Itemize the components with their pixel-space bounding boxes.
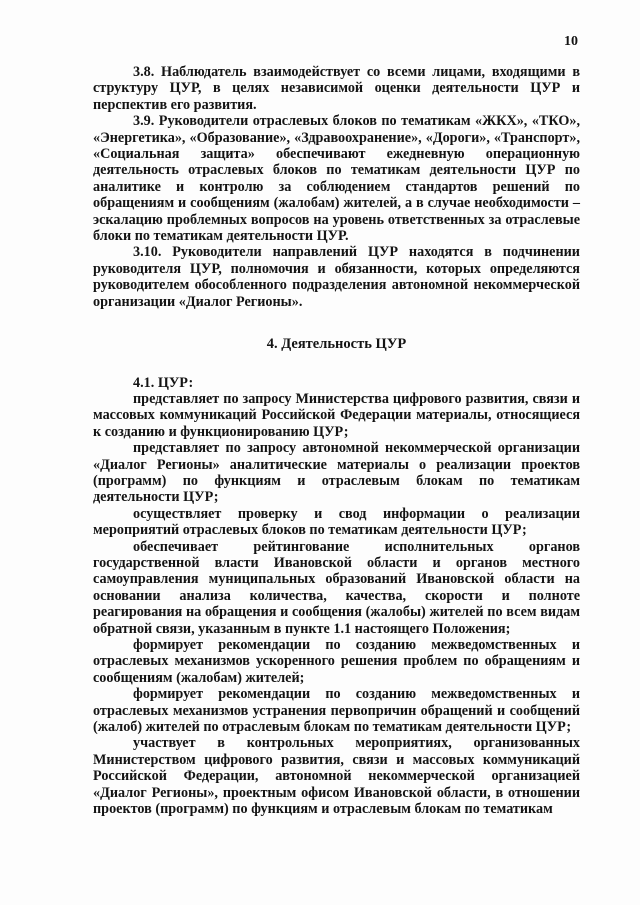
section-title: 4. Деятельность ЦУР xyxy=(266,336,407,353)
list-item: формирует рекомендации по созданию межведомственных и отраслевых механизмов ускоренного решения проблем по обращениям и сообщениям (жалобам) жителей; xyxy=(93,637,580,686)
paragraph-3-10: 3.10. Руководители направлений ЦУР находятся в подчинении руководителя ЦУР, полномочия и обязанности, которых определяются руководителем обособленного подразделения автономной некоммерческой организации «Диалог Регионы». xyxy=(93,244,580,310)
list-item: представляет по запросу автономной некоммерческой организации «Диалог Регионы» аналитические материалы о реализации проектов (программ) по функциям и отраслевым блокам по тематикам деятельности ЦУР; xyxy=(93,440,580,506)
list-item: осуществляет проверку и свод информации о реализации мероприятий отраслевых блоков по тематикам деятельности ЦУР; xyxy=(93,505,580,539)
paragraph-3-8: 3.8. Наблюдатель взаимодействует со всеми лицами, входящими в структуру ЦУР, в целях независимой оценки деятельности ЦУР и перспектив его развития. xyxy=(93,64,580,113)
list-item: представляет по запросу Министерства цифрового развития, связи и массовых коммуникаций Российской Федерации материалы, относящиеся к созданию и функционированию ЦУР; xyxy=(93,390,580,440)
page-number: 10 xyxy=(564,34,578,49)
list-item: обеспечивает рейтингование исполнительных органов государственной власти Ивановской области и органов местного самоуправления муниципальных образований Ивановской области на основании анализа количества, качества, скорости и полноте реагирования на обращения и сообщения (жалобы) жителей по всем видам обратной связи, указанным в пункте 1.1 настоящего Положения; xyxy=(93,538,580,637)
item-4-1-lead: 4.1. ЦУР: xyxy=(133,374,194,391)
document-body xyxy=(93,64,580,817)
list-item: участвует в контрольных мероприятиях, организованных Министерством цифрового развития, связи и массовых коммуникаций Российской Федерации, автономной некоммерческой организацией «Диалог Регионы», проектным офисом Ивановской области, в отношении проектов (программ) по функциям и отраслевым блокам по тематикам xyxy=(93,735,580,818)
paragraph-3-9: 3.9. Руководители отраслевых блоков по тематикам «ЖКХ», «ТКО», «Энергетика», «Образование», «Здравоохранение», «Дороги», «Транспорт», «Социальная защита» обеспечивают ежедневную операционную деятельность отраслевых блоков по тематикам деятельности ЦУР по аналитике и контролю за соблюдением стандартов решений по обращениям и сообщениям (жалобам) жителей, а в случае необходимости – эскалацию проблемных вопросов на уровень ответственных за отраслевые блоки по тематикам деятельности ЦУР. xyxy=(93,113,580,245)
list-item: формирует рекомендации по созданию межведомственных и отраслевых механизмов устранения первопричин обращений и сообщений (жалоб) жителей по отраслевым блокам по тематикам деятельности ЦУР; xyxy=(93,686,580,736)
